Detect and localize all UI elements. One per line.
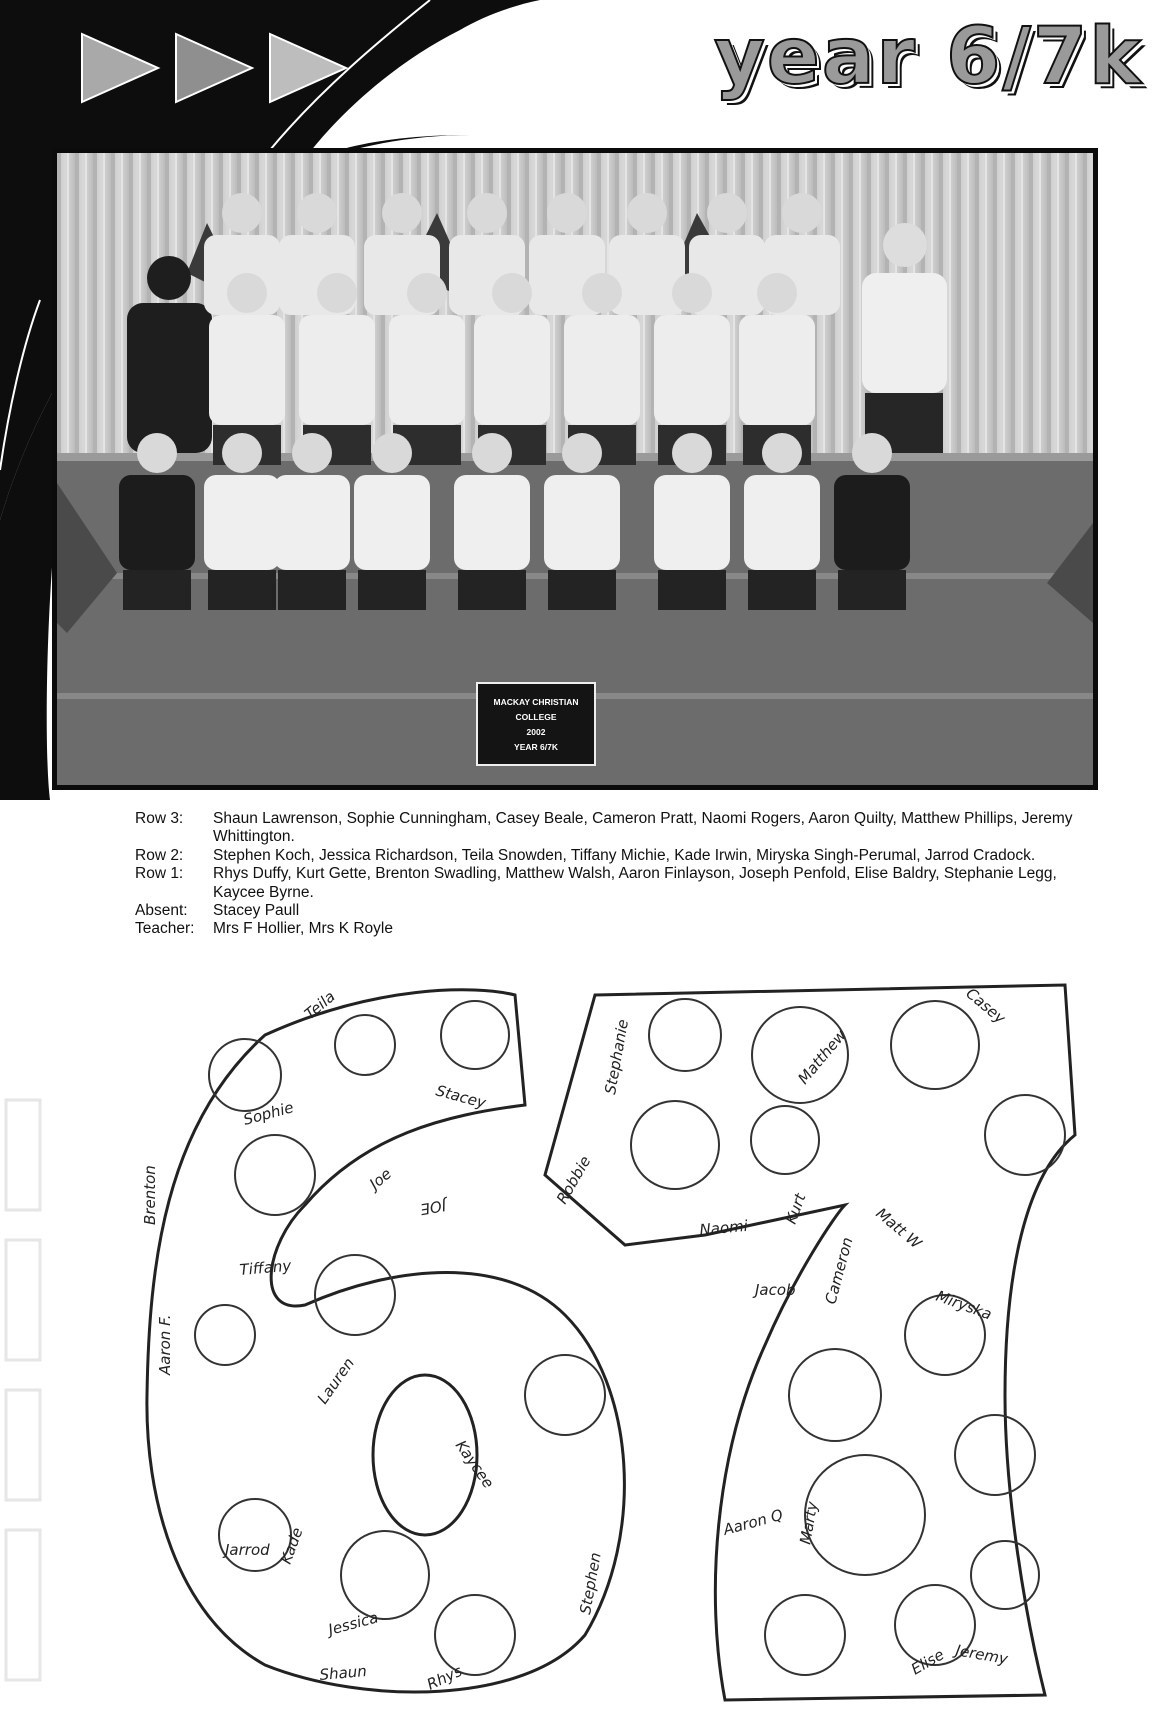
student-head: [467, 193, 507, 233]
doodle-name-label: Lauren: [313, 1354, 359, 1408]
student-head: [672, 433, 712, 473]
student-body: [454, 475, 530, 570]
doodle-name-label: Marty: [796, 1500, 822, 1546]
class-doodle-67: [141, 975, 1105, 1705]
arrow-icons: [80, 30, 380, 106]
digit-six-outline: [147, 990, 624, 1692]
caption-row: [135, 920, 1095, 938]
student-head: [582, 273, 622, 313]
student-body: [274, 475, 350, 570]
doodle-name-label: Jacob: [755, 1281, 796, 1299]
student-body: [119, 475, 195, 570]
student-body: [744, 475, 820, 570]
play-arrow-icon: [270, 34, 346, 102]
student-body: [564, 315, 640, 425]
student-head: [627, 193, 667, 233]
student-head: [757, 273, 797, 313]
caption-row: [135, 847, 1095, 865]
student-body: [204, 475, 280, 570]
doodle-name-label: Jessica: [326, 1608, 381, 1639]
student-head: [382, 193, 422, 233]
doodle-name-label: Rhys: [424, 1661, 465, 1694]
caption-row: [135, 810, 1095, 847]
doodle-name-label: Stephen: [576, 1551, 605, 1616]
row-label: Row 1:: [135, 865, 184, 883]
faded-side-lettering: [6, 1100, 40, 1680]
student-head: [407, 273, 447, 313]
doodle-name-label: Cameron: [821, 1235, 857, 1307]
doodle-name-label: Robbie: [552, 1152, 595, 1207]
student-head: [762, 433, 802, 473]
sign-line: COLLEGE: [515, 712, 557, 722]
student-head: [472, 433, 512, 473]
doodle-name-label: Sophie: [241, 1098, 296, 1129]
doodle-name-label: Matt W: [872, 1204, 925, 1253]
student-head: [547, 193, 587, 233]
student-head: [782, 193, 822, 233]
student-shorts: [278, 570, 346, 610]
photo-caption: [135, 810, 1095, 939]
student-body: [209, 315, 285, 425]
play-arrow-icon: [176, 34, 252, 102]
student-head: [292, 433, 332, 473]
student-head: [222, 193, 262, 233]
student-body: [544, 475, 620, 570]
student-body: [299, 315, 375, 425]
student-head: [562, 433, 602, 473]
student-body: [354, 475, 430, 570]
caption-row: [135, 902, 1095, 920]
student-shorts: [658, 570, 726, 610]
sign-line: 2002: [526, 727, 546, 737]
doodle-name-label: Miryska: [933, 1286, 995, 1324]
student-head: [227, 273, 267, 313]
student-body: [474, 315, 550, 425]
student-head: [297, 193, 337, 233]
student-head: [852, 433, 892, 473]
student-shorts: [358, 570, 426, 610]
doodle-name-label: Teila: [301, 987, 339, 1024]
sign-line: YEAR 6/7K: [514, 742, 558, 752]
row-names: Mrs F Hollier, Mrs K Royle: [213, 920, 393, 938]
student-shorts: [123, 570, 191, 610]
row-names: Rhys Duffy, Kurt Gette, Brenton Swadling, Matthew Walsh, Aaron Finlayson, Joseph Penfold, Elise Baldry, Stephanie Legg, Kaycee Byrne.: [213, 865, 1057, 901]
doodle-name-label: Elise: [908, 1645, 948, 1679]
student-head: [137, 433, 177, 473]
student-head: [222, 433, 262, 473]
doodle-name-label: Tiffany: [238, 1256, 292, 1279]
student-body: [834, 475, 910, 570]
row-label: Teacher:: [135, 920, 195, 938]
student-shorts: [748, 570, 816, 610]
doodle-name-label: Joe: [366, 1164, 396, 1194]
row-label: Row 2:: [135, 846, 184, 864]
doodle-name-label: Jarrod: [225, 1541, 270, 1559]
doodle-name-label: Kurt: [781, 1191, 810, 1227]
row-label: Absent:: [135, 902, 188, 920]
class-photo: [52, 148, 1098, 790]
student-head: [672, 273, 712, 313]
student-shorts: [548, 570, 616, 610]
doodle-name-label: Aaron Q: [721, 1505, 785, 1539]
student-body: [389, 315, 465, 425]
doodle-name-label: Matthew: [794, 1026, 850, 1088]
row-names: Stacey Paull: [213, 902, 300, 920]
doodle-name-label: JOE: [418, 1196, 448, 1219]
doodle-name-label: Casey: [962, 984, 1009, 1028]
row-names: Shaun Lawrenson, Sophie Cunningham, Casey Beale, Cameron Pratt, Naomi Rogers, Aaron Quilty, Matthew Phillips, Jeremy Whittington.: [213, 810, 1073, 846]
caption-row: [135, 865, 1095, 902]
student-shorts: [838, 570, 906, 610]
play-arrow-icon: [82, 34, 158, 102]
doodle-name-label: Jeremy: [954, 1641, 1010, 1669]
student-body: [609, 235, 685, 315]
student-head: [707, 193, 747, 233]
student-head: [372, 433, 412, 473]
student-body: [654, 475, 730, 570]
doodle-name-label: Kade: [276, 1525, 307, 1567]
page-title: year 6/7k: [714, 12, 1143, 102]
doodle-name-label: Brenton: [141, 1165, 159, 1225]
doodle-name-label: Kaycee: [451, 1436, 498, 1492]
student-head: [492, 273, 532, 313]
doodle-name-label: Stacey: [433, 1081, 488, 1113]
doodle-name-label: Naomi: [698, 1216, 749, 1239]
student-shorts: [458, 570, 526, 610]
doodle-name-label: Aaron F.: [156, 1314, 174, 1375]
class-sign: [477, 683, 595, 765]
student-shorts: [208, 570, 276, 610]
student-head: [317, 273, 357, 313]
student-body: [654, 315, 730, 425]
sign-line: MACKAY CHRISTIAN: [493, 697, 579, 707]
student-body: [739, 315, 815, 425]
doodle-name-label: Stephanie: [601, 1017, 633, 1096]
digit-seven-outline: [545, 985, 1075, 1700]
doodle-name-label: Shaun: [318, 1661, 368, 1684]
row-names: Stephen Koch, Jessica Richardson, Teila Snowden, Tiffany Michie, Kade Irwin, Miryska Singh-Perumal, Jarrod Cradock.: [213, 846, 1036, 864]
class-photo-image: [57, 153, 1093, 785]
row-label: Row 3:: [135, 810, 184, 827]
